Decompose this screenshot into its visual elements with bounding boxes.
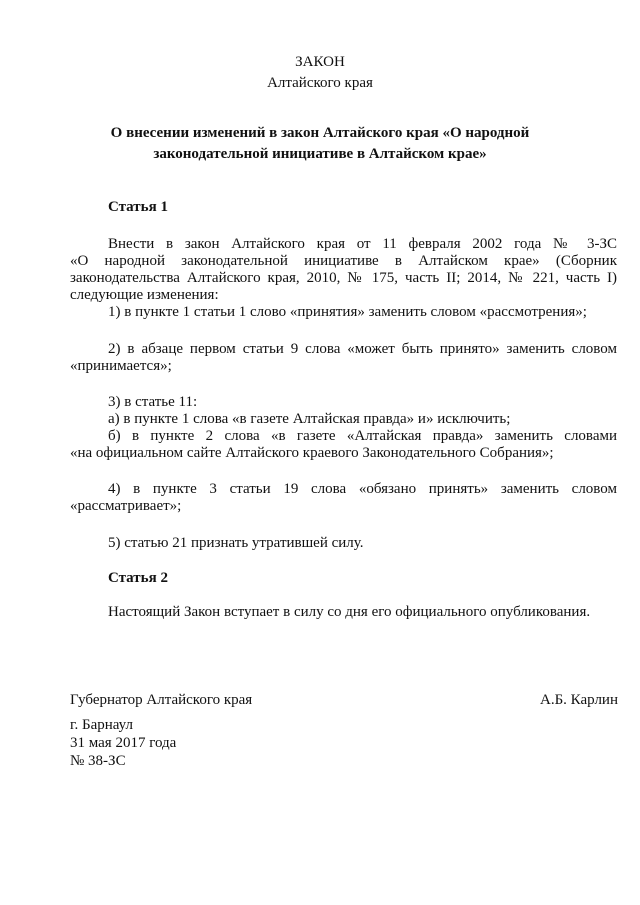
signatory-position: Губернатор Алтайского края <box>70 692 253 708</box>
article-2-heading: Статья 2 <box>108 570 168 586</box>
document-region: Алтайского края <box>267 75 373 91</box>
amendment-item-2-line-1: 2) в абзаце первом статьи 9 слова «может быть принято» заменить словом <box>108 341 617 357</box>
amendment-item-1: 1) в пункте 1 статьи 1 слово «принятия» заменить словом «рассмотрения»; <box>108 304 587 320</box>
article-1-intro-line-1: Внести в закон Алтайского края от 11 февраля 2002 года № 3-ЗС <box>108 236 617 252</box>
article-1-intro-line-2: «О народной законодательной инициативе в Алтайском крае» (Сборник <box>70 253 617 269</box>
amendment-item-3-a: а) в пункте 1 слова «в газете Алтайская правда» и» исключить; <box>108 411 511 427</box>
amendment-item-3-head: 3) в статье 11: <box>108 394 198 410</box>
signatory-name: А.Б. Карлин <box>539 692 618 708</box>
amendment-item-4-line-1: 4) в пункте 3 статьи 19 слова «обязано принять» заменить словом <box>108 481 617 497</box>
amendment-item-2-line-2: «принимается»; <box>70 358 172 374</box>
law-title-line-2: законодательной инициативе в Алтайском крае» <box>153 146 487 162</box>
law-number: № 38-ЗС <box>70 753 126 769</box>
law-title-line-1: О внесении изменений в закон Алтайского края «О народной <box>110 125 530 141</box>
article-2-text: Настоящий Закон вступает в силу со дня его официального опубликования. <box>108 604 591 620</box>
article-1-intro-line-4: следующие изменения: <box>70 287 219 303</box>
amendment-item-3-b-line-1: б) в пункте 2 слова «в газете «Алтайская правда» заменить словами <box>108 428 617 444</box>
article-1-heading: Статья 1 <box>108 199 168 215</box>
amendment-item-4-line-2: «рассматривает»; <box>70 498 182 514</box>
amendment-item-3-b-line-2: «на официальном сайте Алтайского краевого Законодательного Собрания»; <box>70 445 554 461</box>
document-type: ЗАКОН <box>295 54 345 70</box>
signing-place: г. Барнаул <box>70 717 133 733</box>
signing-date: 31 мая 2017 года <box>70 735 177 751</box>
article-1-intro-line-3: законодательства Алтайского края, 2010, № 175, часть II; 2014, № 221, часть I) <box>70 270 617 286</box>
amendment-item-5: 5) статью 21 признать утратившей силу. <box>108 535 364 551</box>
